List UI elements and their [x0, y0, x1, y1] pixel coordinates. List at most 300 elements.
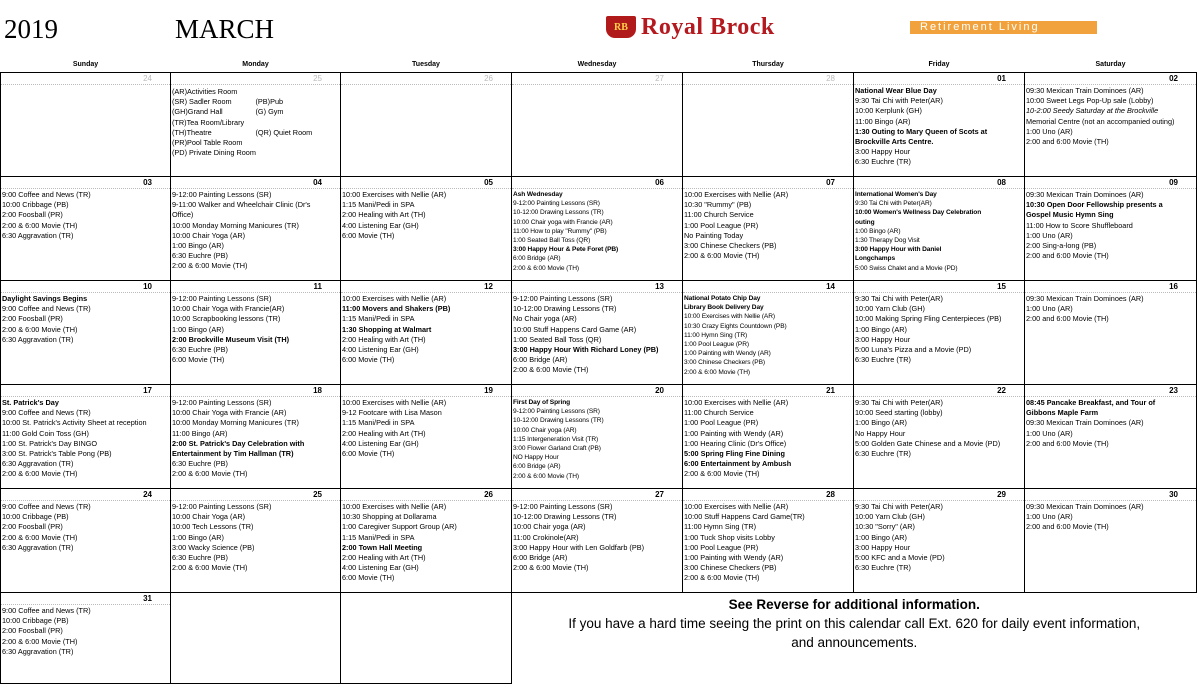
event-item: 6:00 Bridge (AR)	[513, 553, 568, 563]
week-row	[1, 385, 1197, 489]
day-cell	[341, 489, 512, 593]
week-row	[1, 593, 1197, 684]
event-item: 10:00 Chair Yoga (AR)	[172, 512, 246, 522]
event-item: 2:00 Healing with Art (TH)	[342, 334, 426, 344]
day-number: 26	[341, 489, 511, 501]
day-number: 25	[171, 73, 340, 85]
event-item: 10-12:00 Drawing Lessons (TR)	[513, 209, 604, 217]
event-item: 1:00 Uno (AR)	[1026, 428, 1073, 438]
brand-name: Royal Brock	[641, 14, 775, 40]
event-item: 1:00 Tuck Shop visits Lobby	[684, 532, 775, 542]
event-list	[1, 501, 170, 553]
day-cell	[1025, 73, 1197, 177]
event-item: 9-11:00 Walker and Wheelchair Clinic (Dr's	[172, 200, 311, 210]
day-number: 28	[683, 73, 853, 85]
event-item: 11:00 Bingo (AR)	[855, 116, 911, 126]
weekday-label: Wednesday	[512, 57, 683, 73]
event-list	[854, 397, 1024, 459]
event-list	[341, 397, 511, 459]
event-list	[341, 189, 511, 241]
event-item: 10:00 Yarn Club (GH)	[855, 512, 925, 522]
event-item: 5:00 Spring Fling Fine Dining	[684, 449, 785, 459]
day-cell	[512, 385, 683, 489]
event-item: 1:00 Pool League (PR)	[684, 220, 759, 230]
event-item: 2:00 Brockville Museum Visit (TH)	[172, 334, 290, 344]
brand-logo	[606, 15, 775, 39]
event-item: National Wear Blue Day	[855, 86, 937, 95]
legend-entry: (PR)Pool Table Room	[172, 138, 243, 148]
event-item: 1:00 Bingo (AR)	[855, 324, 907, 334]
event-item: 9-12:00 Painting Lessons (SR)	[172, 294, 272, 303]
event-item: 5:00 Swiss Chalet and a Movie (PD)	[855, 264, 958, 272]
notice-line: See Reverse for additional information.	[728, 597, 980, 612]
event-item: 6:00 Entertainment by Ambush	[684, 459, 792, 469]
event-item: 10-12:00 Drawing Lessons (TR)	[513, 512, 617, 522]
weekday-label: Thursday	[683, 57, 854, 73]
event-item: 1:00 Painting with Wendy (AR)	[684, 350, 771, 358]
weekday-label: Tuesday	[341, 57, 512, 73]
event-item: 2:00 Foosball (PR)	[2, 314, 63, 324]
event-item: 6:30 Aggravation (TR)	[2, 230, 74, 240]
event-item: 6:00 Movie (TH)	[342, 449, 395, 459]
event-item: 2:00 and 6:00 Movie (TH)	[1026, 522, 1109, 532]
event-item: 1:00 Seated Ball Toss (QR)	[513, 237, 591, 245]
event-item: 6:30 Euchre (TR)	[855, 157, 911, 167]
event-item: 6:00 Bridge (AR)	[513, 255, 561, 263]
event-item: Gibbons Maple Farm	[1026, 408, 1099, 418]
day-number: 02	[1025, 73, 1196, 85]
event-item: 1:00 Bingo (AR)	[855, 418, 907, 428]
week-row	[1, 489, 1197, 593]
event-list	[341, 293, 511, 365]
event-item: 10:00 Stuff Happens Card Game(TR)	[684, 512, 805, 522]
event-item: 1:00 Bingo (AR)	[855, 532, 907, 542]
event-item: 2:00 & 6:00 Movie (TH)	[2, 636, 78, 646]
day-cell	[171, 281, 341, 385]
event-list	[1, 397, 170, 480]
day-cell	[1, 281, 171, 385]
event-list	[512, 397, 682, 481]
day-cell	[171, 177, 341, 281]
event-item: 3:00 Happy Hour with Len Goldfarb (PB)	[513, 542, 645, 552]
day-cell	[1, 73, 171, 177]
event-item: 10:00 Monday Morning Manicures (TR)	[172, 418, 299, 428]
event-item: 10:00 Making Spring Fling Centerpieces (PB)	[855, 314, 1002, 324]
day-cell	[1, 489, 171, 593]
event-item: 6:00 Movie (TH)	[342, 230, 395, 240]
event-item: Gospel Music Hymn Sing	[1026, 210, 1114, 220]
day-number: 30	[1025, 489, 1196, 501]
day-cell	[1025, 489, 1197, 593]
event-item: 6:00 Movie (TH)	[172, 355, 225, 365]
event-item: 9:00 Coffee and News (TR)	[2, 190, 91, 199]
event-item: 5:00 KFC and a Movie (PD)	[855, 553, 945, 563]
event-item: 9-12:00 Painting Lessons (SR)	[513, 502, 613, 511]
event-item: 10:00 Chair Yoga (AR)	[172, 230, 246, 240]
event-item: 6:30 Aggravation (TR)	[2, 542, 74, 552]
event-list	[171, 189, 340, 272]
day-number: 14	[683, 281, 853, 293]
day-number: 05	[341, 177, 511, 189]
event-item: 1:00 Uno (AR)	[1026, 126, 1073, 136]
day-cell	[683, 177, 854, 281]
event-item: 10-2:00 Seedy Saturday at the Brockville	[1026, 106, 1159, 116]
event-item: 09:30 Mexican Train Dominoes (AR)	[1026, 190, 1144, 199]
event-list	[854, 293, 1024, 365]
event-item: 9-12:00 Painting Lessons (SR)	[172, 190, 272, 199]
legend-entry: (AR)Activities Room	[172, 87, 238, 96]
event-item: 10:30 Shopping at Dollarama	[342, 512, 437, 522]
event-item: 3:00 Happy Hour with Daniel	[855, 246, 942, 254]
notice-line: and announcements.	[791, 635, 918, 650]
event-item: 10:00 Chair yoga (AR)	[513, 522, 586, 532]
event-item: 3:00 Happy Hour	[855, 542, 911, 552]
day-number: 22	[854, 385, 1024, 397]
day-number: 20	[512, 385, 682, 397]
day-number: 23	[1025, 385, 1196, 397]
event-item: 2:00 & 6:00 Movie (TH)	[2, 469, 78, 479]
event-item: 6:00 Movie (TH)	[342, 573, 395, 583]
event-list	[683, 397, 853, 480]
event-item: 1:00 Seated Ball Toss (QR)	[513, 334, 602, 344]
event-item: 2:00 & 6:00 Movie (TH)	[172, 469, 248, 479]
event-item: 2:00 & 6:00 Movie (TH)	[684, 368, 750, 376]
day-number: 19	[341, 385, 511, 397]
event-item: 6:30 Euchre (PB)	[172, 251, 228, 261]
event-item: 1:00 Painting with Wendy (AR)	[684, 428, 784, 438]
event-list	[854, 501, 1024, 573]
day-cell	[1025, 177, 1197, 281]
event-item: 10:00 Sweet Legs Pop-Up sale (Lobby)	[1026, 96, 1154, 106]
event-item: 11:00 Hymn Sing (TR)	[684, 522, 757, 532]
event-item: Memorial Centre (not an accompanied outing)	[1026, 116, 1175, 126]
day-number: 11	[171, 281, 340, 293]
day-number: 09	[1025, 177, 1196, 189]
event-item: 1:00 Uno (AR)	[1026, 230, 1073, 240]
event-item: 6:00 Bridge (AR)	[513, 355, 568, 365]
event-list	[1, 293, 170, 345]
event-item: 1:30 Therapy Dog Visit	[855, 237, 920, 245]
day-number: 04	[171, 177, 340, 189]
day-number: 18	[171, 385, 340, 397]
day-number: 26	[341, 73, 511, 85]
event-item: 2:00 Foosball (PR)	[2, 626, 63, 636]
event-item: 6:00 Movie (TH)	[342, 355, 395, 365]
day-cell	[1, 385, 171, 489]
event-item: 6:30 Euchre (PB)	[172, 553, 228, 563]
event-item: 9:30 Tai Chi with Peter(AR)	[855, 200, 932, 208]
event-item: 1:00 Caregiver Support Group (AR)	[342, 522, 457, 532]
event-item: 2:00 and 6:00 Movie (TH)	[1026, 314, 1109, 324]
event-item: 10:30 Crazy Eights Countdown (PB)	[684, 322, 787, 330]
empty-cell	[171, 593, 341, 684]
event-item: 9:00 Coffee and News (TR)	[2, 502, 91, 511]
week-row	[1, 281, 1197, 385]
event-item: Entertainment by Tim Hallman (TR)	[172, 449, 294, 459]
event-list	[171, 397, 340, 480]
day-cell	[854, 281, 1025, 385]
event-item: 6:30 Euchre (TR)	[855, 355, 911, 365]
calendar-grid	[0, 57, 1196, 684]
event-item: outing	[855, 218, 875, 226]
event-item: 9:30 Tai Chi with Peter(AR)	[855, 294, 943, 303]
event-item: 2:00 & 6:00 Movie (TH)	[2, 220, 78, 230]
event-item: 2:00 St. Patrick's Day Celebration with	[172, 438, 305, 448]
event-item: 3:00 Wacky Science (PB)	[172, 542, 255, 552]
event-item: 2:00 & 6:00 Movie (TH)	[513, 264, 579, 272]
calendar-notice	[512, 593, 1197, 652]
crest-icon: RB	[606, 16, 636, 38]
event-item: 10:00 Cribbage (PB)	[2, 616, 69, 626]
event-item: 2:00 Foosball (PR)	[2, 522, 63, 532]
event-item: 10:00 Chair yoga (AR)	[513, 426, 577, 434]
day-number: 03	[1, 177, 170, 189]
legend-entry: (TR)Tea Room/Library	[172, 117, 245, 127]
event-item: 10:30 "Sorry" (AR)	[855, 522, 915, 532]
legend-entry: (SR) Sadler Room (PB)Pub	[172, 97, 284, 107]
event-item: International Women's Day	[855, 191, 937, 198]
event-item: 1:15 Mani/Pedi in SPA	[342, 314, 415, 324]
event-list	[1, 605, 170, 657]
event-item: 2:00 & 6:00 Movie (TH)	[172, 563, 248, 573]
weekday-label: Sunday	[1, 57, 171, 73]
event-item: 4:00 Listening Ear (GH)	[342, 345, 419, 355]
event-item: 11:00 Hymn Sing (TR)	[684, 331, 748, 339]
event-item: 10:00 Stuff Happens Card Game (AR)	[513, 324, 637, 334]
event-item: 2:00 and 6:00 Movie (TH)	[1026, 137, 1109, 147]
event-item: 2:00 and 6:00 Movie (TH)	[1026, 251, 1109, 261]
event-item: 1:00 St. Patrick's Day BINGO	[2, 438, 98, 448]
event-item: 1:00 Bingo (AR)	[172, 241, 224, 251]
event-item: 10:00 Exercises with Nellie (AR)	[684, 313, 775, 321]
event-item: 10:00 Exercises with Nellie (AR)	[684, 398, 789, 407]
day-cell	[512, 73, 683, 177]
event-item: 2:00 & 6:00 Movie (TH)	[513, 472, 579, 480]
event-item: 1:00 Painting with Wendy (AR)	[684, 553, 784, 563]
event-list	[171, 293, 340, 365]
day-cell	[1, 593, 171, 684]
day-number: 07	[683, 177, 853, 189]
event-item: 2:00 & 6:00 Movie (TH)	[513, 563, 589, 573]
event-item: 2:00 & 6:00 Movie (TH)	[2, 324, 78, 334]
week-row	[1, 73, 1197, 177]
day-cell	[341, 281, 512, 385]
event-item: 09:30 Mexican Train Dominoes (AR)	[1026, 418, 1144, 428]
event-item: 11:00 Gold Coin Toss (GH)	[2, 428, 89, 438]
event-item: 6:30 Aggravation (TR)	[2, 334, 74, 344]
event-item: Ash Wednesday	[513, 191, 563, 198]
day-cell	[854, 489, 1025, 593]
event-item: 10:00 Chair Yoga with Francie (AR)	[172, 408, 287, 418]
event-item: 3:00 Chinese Checkers (PB)	[684, 241, 777, 251]
day-cell	[341, 73, 512, 177]
event-item: 6:00 Bridge (AR)	[513, 463, 561, 471]
event-item: 3:00 Flower Garland Craft (PB)	[513, 445, 601, 453]
day-cell	[1, 177, 171, 281]
event-item: 11:00 How to Score Shuffleboard	[1026, 220, 1133, 230]
event-item: 11:00 Church Service	[684, 210, 754, 220]
event-item: 10-12:00 Drawing Lessons (TR)	[513, 304, 617, 314]
event-item: 10:00 Cribbage (PB)	[2, 512, 69, 522]
event-item: 3:00 Happy Hour	[855, 334, 911, 344]
event-item: 10:00 Exercises with Nellie (AR)	[684, 190, 789, 199]
day-number: 27	[512, 489, 682, 501]
day-cell	[683, 73, 854, 177]
event-item: Daylight Savings Begins	[2, 294, 88, 303]
event-item: 3:00 Chinese Checkers (PB)	[684, 359, 765, 367]
event-item: 9-12 Footcare with Lisa Mason	[342, 408, 442, 418]
event-item: 6:30 Euchre (TR)	[855, 563, 911, 573]
event-item: 10:00 Exercises with Nellie (AR)	[342, 190, 447, 199]
event-item: Longchamps	[855, 255, 896, 263]
event-item: 1:00 Pool League (PR)	[684, 341, 749, 349]
event-item: 3:00 St. Patrick's Table Pong (PB)	[2, 449, 112, 459]
event-item: 10:00 Yarn Club (GH)	[855, 304, 925, 314]
event-item: 1:30 Shopping at Walmart	[342, 324, 432, 334]
event-item: 6:30 Euchre (PB)	[172, 459, 228, 469]
event-item: 6:30 Aggravation (TR)	[2, 459, 74, 469]
weekday-header-row	[1, 57, 1197, 73]
empty-cell	[341, 593, 512, 684]
event-item: 08:45 Pancake Breakfast, and Tour of	[1026, 398, 1156, 407]
event-item: 9-12:00 Painting Lessons (SR)	[172, 502, 272, 511]
event-item: 1:00 Bingo (AR)	[855, 227, 901, 235]
weekday-label: Monday	[171, 57, 341, 73]
day-number: 16	[1025, 281, 1196, 293]
event-list	[1025, 189, 1196, 261]
event-item: 2:00 & 6:00 Movie (TH)	[513, 365, 589, 375]
day-cell	[854, 73, 1025, 177]
day-number: 17	[1, 385, 170, 397]
event-item: 2:00 Sing-a-long (PB)	[1026, 241, 1097, 251]
day-number: 01	[854, 73, 1024, 85]
event-item: 10:00 Exercises with Nellie (AR)	[342, 502, 447, 511]
event-item: 1:00 Hearing Clinic (Dr's Office)	[684, 438, 787, 448]
day-cell	[683, 281, 854, 385]
event-item: 9:30 Tai Chi with Peter(AR)	[855, 398, 943, 407]
legend-entry: (TH)Theatre (QR) Quiet Room	[172, 127, 313, 137]
event-item: 10:30 "Rummy" (PB)	[684, 200, 752, 210]
event-item: 10:00 Scrapbooking lessons (TR)	[172, 314, 281, 324]
event-item: 6:30 Aggravation (TR)	[2, 646, 74, 656]
legend-entry: (PD) Private Dining Room	[172, 148, 256, 158]
event-item: 9:30 Tai Chi with Peter(AR)	[855, 96, 943, 106]
day-cell	[171, 489, 341, 593]
event-item: 1:15 Mani/Pedi in SPA	[342, 532, 415, 542]
event-item: 3:00 Chinese Checkers (PB)	[684, 563, 777, 573]
event-item: No Chair yoga (AR)	[513, 314, 577, 324]
day-number: 28	[683, 489, 853, 501]
event-list	[171, 501, 340, 573]
day-cell	[341, 177, 512, 281]
day-number: 24	[1, 73, 170, 85]
event-item: 11:00 Church Service	[684, 408, 754, 418]
event-item: NO Happy Hour	[513, 454, 559, 462]
day-cell	[854, 177, 1025, 281]
event-item: 3:00 Happy Hour With Richard Loney (PB)	[513, 345, 659, 355]
event-item: 4:00 Listening Ear (GH)	[342, 563, 419, 573]
event-item: 9:00 Coffee and News (TR)	[2, 304, 91, 314]
event-item: 1:30 Outing to Mary Queen of Scots at	[855, 126, 988, 136]
event-item: 10:00 Cribbage (PB)	[2, 200, 69, 210]
event-item: 10:00 Exercises with Nellie (AR)	[342, 398, 447, 407]
day-cell	[1025, 385, 1197, 489]
event-item: 10-12:00 Drawing Lessons (TR)	[513, 417, 604, 425]
event-item: 2:00 & 6:00 Movie (TH)	[172, 261, 248, 271]
event-item: First Day of Spring	[513, 399, 571, 406]
day-cell	[683, 385, 854, 489]
day-number: 13	[512, 281, 682, 293]
event-item: 9:30 Tai Chi with Peter(AR)	[855, 502, 943, 511]
day-number: 27	[512, 73, 682, 85]
event-item: 09:30 Mexican Train Dominoes (AR)	[1026, 502, 1144, 511]
event-item: 4:00 Listening Ear (GH)	[342, 220, 419, 230]
event-item: 10:00 St. Patrick's Activity Sheet at reception	[2, 418, 147, 428]
event-item: No Painting Today	[684, 230, 744, 240]
event-item: 1:15 Intergeneration Visit (TR)	[513, 435, 599, 443]
day-number: 10	[1, 281, 170, 293]
event-item: 10:00 Kerplunk (GH)	[855, 106, 922, 116]
day-number: 25	[171, 489, 340, 501]
event-item: 2:00 Town Hall Meeting	[342, 542, 423, 552]
day-cell	[341, 385, 512, 489]
event-list	[341, 501, 511, 584]
event-list	[512, 189, 682, 273]
day-number: 29	[854, 489, 1024, 501]
event-item: 4:00 Listening Ear (GH)	[342, 438, 419, 448]
event-item: 2:00 & 6:00 Movie (TH)	[2, 532, 78, 542]
event-item: 10:00 Chair Yoga with Francie(AR)	[172, 304, 285, 314]
day-cell	[512, 281, 683, 385]
month-heading: MARCH	[175, 14, 275, 44]
event-item: 9:00 Coffee and News (TR)	[2, 606, 91, 615]
day-cell	[683, 489, 854, 593]
day-cell	[171, 385, 341, 489]
event-item: 5:00 Luna's Pizza and a Movie (PD)	[855, 345, 972, 355]
event-item: 10:30 Open Door Fellowship presents a	[1026, 200, 1163, 210]
calendar-table	[0, 57, 1197, 684]
legend-entry: (GH)Grand Hall (G) Gym	[172, 107, 284, 117]
event-item: 5:00 Golden Gate Chinese and a Movie (PD)	[855, 438, 1001, 448]
event-list	[1025, 397, 1196, 449]
event-list	[1025, 85, 1196, 147]
event-item: 2:00 & 6:00 Movie (TH)	[684, 573, 760, 583]
day-number: 15	[854, 281, 1024, 293]
event-list	[854, 85, 1024, 168]
event-item: 1:00 Pool League (PR)	[684, 542, 759, 552]
event-item: 1:15 Mani/Pedi in SPA	[342, 200, 415, 210]
event-item: 11:00 Crokinole(AR)	[513, 532, 579, 542]
event-list	[683, 293, 853, 377]
event-item: Library Book Delivery Day	[684, 304, 764, 312]
event-item: 11:00 Movers and Shakers (PB)	[342, 304, 451, 314]
event-item: 2:00 Healing with Art (TH)	[342, 553, 426, 563]
event-item: 2:00 and 6:00 Movie (TH)	[1026, 438, 1109, 448]
event-item: Brockville Arts Centre.	[855, 137, 934, 147]
event-item: 6:30 Euchre (TR)	[855, 449, 911, 459]
event-item: National Potato Chip Day	[684, 295, 761, 302]
event-item: 3:00 Happy Hour	[855, 147, 911, 157]
event-list	[1025, 293, 1196, 325]
event-list	[1, 189, 170, 241]
weekday-label: Friday	[854, 57, 1025, 73]
event-item: 2:00 Foosball (PR)	[2, 210, 63, 220]
day-number: 06	[512, 177, 682, 189]
brand-tagline: Retirement Living	[910, 21, 1097, 34]
day-number: 24	[1, 489, 170, 501]
event-item: 10:00 Exercises with Nellie (AR)	[684, 502, 789, 511]
event-item: 10:00 Tech Lessons (TR)	[172, 522, 254, 532]
